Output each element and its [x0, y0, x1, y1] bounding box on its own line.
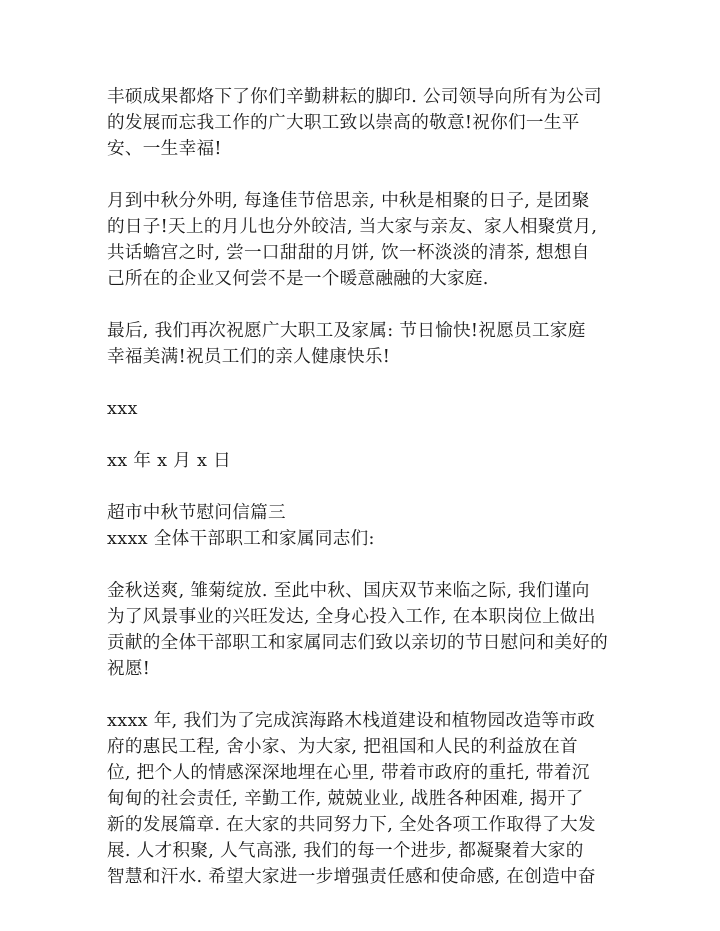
signature: xxx: [107, 399, 138, 419]
letter-body: [107, 84, 637, 916]
salutation: xxxx 全体干部职工和家属同志们:: [107, 529, 375, 549]
paragraph-greeting: 金秋送爽, 雏菊绽放. 至此中秋、国庆双节来临之际, 我们谨向 为了风景事业的兴旺发达, 全身心投入工作, 在本职岗位上做出 贡献的全体干部职工和家属同志们致以亲切的节日慰问和美好的 祝愿!: [107, 581, 609, 679]
paragraph-closing-wishes: 最后, 我们再次祝愿广大职工及家属: 节日愉快!祝愿员工家庭 幸福美满!祝员工们的亲人健康快乐!: [107, 321, 586, 367]
paragraph-gratitude: 丰硕成果都烙下了你们辛勤耕耘的脚印. 公司领导向所有为公司 的发展而忘我工作的广大职工致以崇高的敬意!祝你们一生平 安、一生幸福!: [107, 87, 602, 159]
date: xx 年 x 月 x 日: [107, 451, 232, 471]
paragraph-achievements: xxxx 年, 我们为了完成滨海路木栈道建设和植物园改造等市政 府的惠民工程, 舍小家、为大家, 把祖国和人民的利益放在首 位, 把个人的情感深深地埋在心里, 带着市政府的重托, 带着沉 甸甸的社会责任, 辛勤工作, 兢兢业业, 战胜各种困难, 揭开了 新的发展篇章. 在大家的共同努力下, 全处各项工作取得了大发 展. 人才积聚, 人气高涨, 我们的每一个进步, 都凝聚着大家的 智慧和汗水. 希望大家进一步增强责任感和使命感, 在创造中奋: [107, 711, 596, 887]
paragraph-mid-autumn: 月到中秋分外明, 每逢佳节倍思亲, 中秋是相聚的日子, 是团聚 的日子!天上的月儿也分外皎洁, 当大家与亲友、家人相聚赏月, 共话蟾宫之时, 尝一口甜甜的月饼, 饮一杯淡淡的清茶, 想想自 己所在的企业又何尝不是一个暖意融融的大家庭.: [107, 191, 598, 289]
section-title: 超市中秋节慰问信篇三: [107, 503, 286, 523]
